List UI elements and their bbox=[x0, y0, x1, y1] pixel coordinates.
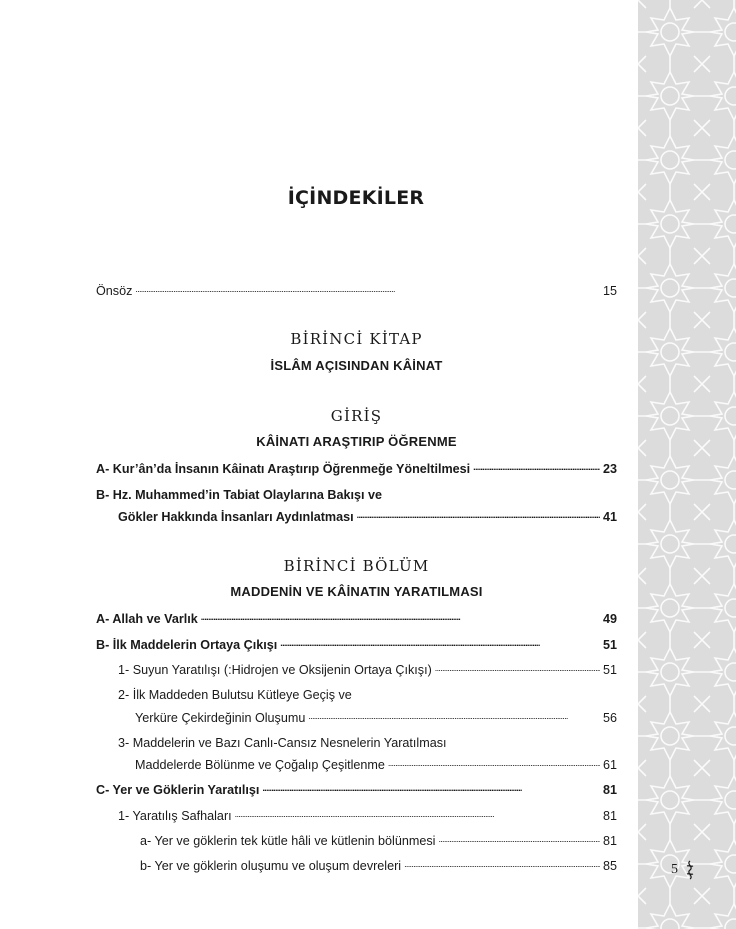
toc-entry-preface[interactable] bbox=[96, 283, 617, 299]
page-ornament-icon bbox=[683, 860, 697, 882]
entry-page: 61 bbox=[602, 758, 617, 772]
entry-label: 1- Yaratılış Safhaları bbox=[118, 809, 232, 823]
geometric-pattern-icon bbox=[638, 0, 736, 929]
toc-entry-intro-b[interactable] bbox=[118, 509, 617, 525]
toc-entry-part-b[interactable] bbox=[96, 637, 617, 653]
entry-label: b- Yer ve göklerin oluşumu ve oluşum devreleri bbox=[140, 859, 402, 873]
toc-entry-part-c1[interactable] bbox=[118, 808, 617, 824]
entry-label: 1- Suyun Yaratılışı (:Hidrojen ve Oksijenin Ortaya Çıkışı) bbox=[118, 663, 432, 677]
intro-caption: GİRİŞ bbox=[330, 407, 383, 425]
entry-page: 51 bbox=[602, 663, 617, 677]
toc-entry-part-c[interactable] bbox=[96, 782, 617, 798]
toc-entry-part-a[interactable] bbox=[96, 611, 617, 627]
entry-label: C- Yer ve Göklerin Yaratılışı bbox=[96, 783, 260, 797]
entry-page: 15 bbox=[602, 284, 617, 298]
entry-page: 81 bbox=[602, 834, 617, 848]
part-caption: BİRİNCİ BÖLÜM bbox=[283, 557, 430, 575]
intro-subtitle: KÂİNATI ARAŞTIRIP ÖĞRENME bbox=[256, 434, 457, 449]
toc-entry-part-c1a[interactable] bbox=[140, 833, 617, 849]
toc-entry-part-b2-line1[interactable]: 2- İlk Maddeden Bulutsu Kütleye Geçiş ve bbox=[118, 688, 352, 702]
entry-page: 51 bbox=[602, 638, 617, 652]
toc-entry-intro-a[interactable] bbox=[96, 461, 617, 477]
entry-label: Gökler Hakkında İnsanları Aydınlatması bbox=[118, 510, 354, 524]
entry-page: 81 bbox=[602, 783, 617, 797]
entry-page: 85 bbox=[602, 859, 617, 873]
part-subtitle: MADDENİN VE KÂİNATIN YARATILMASI bbox=[230, 584, 483, 599]
entry-page: 81 bbox=[602, 809, 617, 823]
entry-label: a- Yer ve göklerin tek kütle hâli ve kütlenin bölünmesi bbox=[140, 834, 436, 848]
toc-entry-part-b2[interactable] bbox=[135, 710, 617, 726]
toc-entry-intro-b-line1[interactable]: B- Hz. Muhammed’in Tabiat Olaylarına Bakışı ve bbox=[96, 488, 383, 502]
toc-entry-part-c1b[interactable] bbox=[140, 858, 617, 874]
toc-title: İÇİNDEKİLER bbox=[287, 187, 425, 209]
entry-page: 41 bbox=[602, 510, 617, 524]
page-number: 5 bbox=[671, 862, 678, 877]
toc-entry-part-b1[interactable] bbox=[118, 662, 617, 678]
entry-page: 23 bbox=[602, 462, 617, 476]
toc-entry-part-b3[interactable] bbox=[135, 757, 617, 773]
entry-page: 56 bbox=[602, 711, 617, 725]
book-subtitle: İSLÂM AÇISINDAN KÂİNAT bbox=[270, 358, 443, 373]
book-caption: BİRİNCİ KİTAP bbox=[290, 330, 423, 348]
entry-label: A- Allah ve Varlık bbox=[96, 612, 198, 626]
entry-label: B- İlk Maddelerin Ortaya Çıkışı bbox=[96, 638, 278, 652]
entry-page: 49 bbox=[602, 612, 617, 626]
toc-entry-part-b3-line1[interactable]: 3- Maddelerin ve Bazı Canlı-Cansız Nesnelerin Yaratılması bbox=[118, 736, 447, 750]
entry-label: Önsöz bbox=[96, 284, 133, 298]
entry-label: A- Kur’ân’da İnsanın Kâinatı Araştırıp Öğrenmeğe Yöneltilmesi bbox=[96, 462, 471, 476]
entry-label: Maddelerde Bölünme ve Çoğalıp Çeşitlenme bbox=[135, 758, 385, 772]
decorative-pattern-band bbox=[638, 0, 736, 929]
entry-label: Yerküre Çekirdeğinin Oluşumu bbox=[135, 711, 306, 725]
